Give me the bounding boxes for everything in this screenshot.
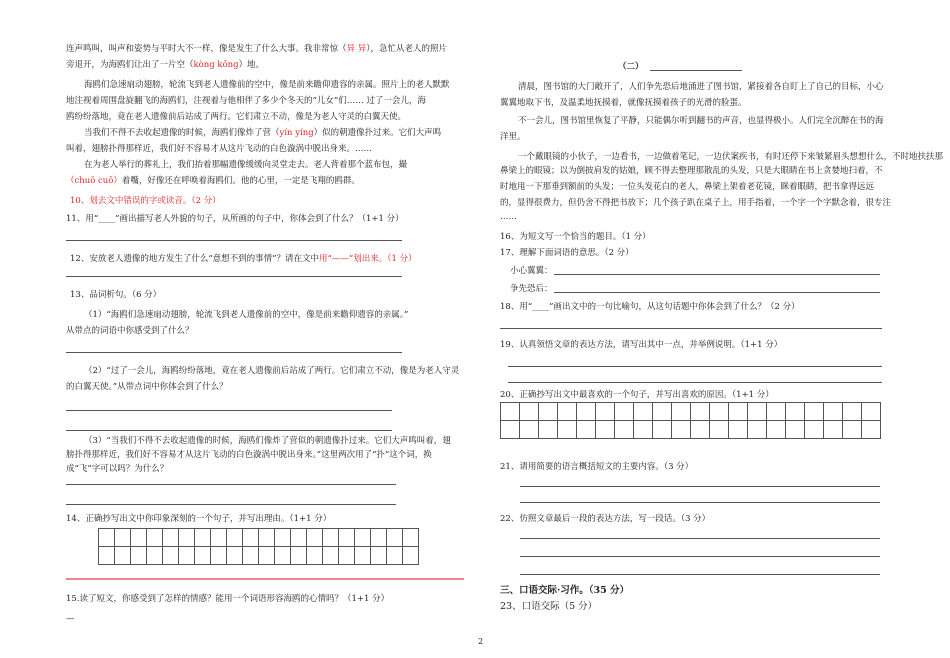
- term-label: 争先恐后：: [510, 284, 553, 294]
- answer-line[interactable]: [520, 502, 880, 503]
- question-17: 17、理解下面词语的意思。（2 分）: [500, 248, 634, 258]
- answer-line[interactable]: [554, 274, 880, 275]
- passage-text: 着嘴，好像还在呼唤着海鸥们。他的心里，一定是飞翔的鸥群。: [121, 176, 360, 186]
- answer-line[interactable]: [520, 574, 880, 575]
- answer-line[interactable]: [520, 538, 880, 539]
- passage-line: 洋里。: [500, 132, 526, 142]
- passage-line: 时地甩一下那垂到额前的头发；一位头发花白的老人，鼻梁上架着老花镜，眯着眼睛，把书拿得远远: [500, 182, 875, 192]
- passage-line: [66, 176, 360, 186]
- marked-option: 异 异: [346, 44, 367, 54]
- question-20: 20、正确抄写出文中最喜欢的一个句子，并写出喜欢的原因。（1+1 分）: [500, 390, 774, 400]
- question-14: 14、正确抄写出文中你印象深刻的一个句子，并写出理由。（1+1 分）: [66, 514, 332, 524]
- passage-text: ）似的朝遗像扑过来。它们大声鸣: [313, 128, 442, 138]
- answer-line[interactable]: [66, 276, 402, 277]
- page-number: 2: [478, 637, 484, 646]
- passage-line: 一个戴眼镜的小伙子，一边看书，一边做着笔记，一边伏案疾书，有时还停下来皱紧眉头想想什么，不时地扶扶那: [518, 152, 944, 162]
- section-divider: [66, 578, 464, 580]
- question-text: 12、安放老人遗像的地方发生了什么“意想不到的事情”？请在文中: [70, 254, 320, 264]
- answer-line[interactable]: [520, 556, 880, 557]
- answer-line[interactable]: [508, 382, 882, 383]
- question-13: 13、品词析句。（6 分）: [70, 290, 162, 300]
- marked-option: yín yíng: [279, 128, 314, 138]
- question-18: 18、用“____”画出文中的一句比喻句，从这句话题中你体会到了什么？（2 分）: [500, 302, 800, 312]
- writing-grid[interactable]: [500, 402, 881, 439]
- question-19: 19、认真领悟文章的表达方法，请写出其中一点，并举例说明。（1+1 分）: [500, 340, 783, 350]
- passage-line: 翼翼地取下书，及温柔地抚摸着，就像抚摸着孩子的光滑的脸蛋。: [500, 98, 747, 108]
- question-15: 15.读了短文，你感受到了怎样的情感？能用一个词语形容海鸥的心情吗？（1+1 分）: [66, 594, 390, 604]
- passage-line: 的，显得很费力，但仍舍不得把书放下；几个孩子趴在桌子上，用手指着，一个字一个字默念着，很专注: [500, 198, 892, 208]
- passage-text: 旁退开，为海鸥们让出了一片空（: [66, 60, 194, 70]
- term-label: 小心翼翼：: [510, 266, 553, 276]
- question-13-1-prompt: 从带点的词语中你感受到了什么？: [66, 326, 194, 336]
- passage-line: 叫着，翅膀扑得那样近，我们好不容易才从这片飞动的白色漩涡中脱出身来。……: [66, 144, 373, 154]
- writing-grid[interactable]: [98, 528, 419, 565]
- passage-line: 地注视着周围盘旋翻飞的海鸥们，注视着与他相伴了多少个冬天的“儿女”们…… 过了一会儿，海: [66, 96, 426, 106]
- passage-line: [66, 60, 264, 70]
- question-16: 16、为短文写一个恰当的题目。（1 分）: [500, 232, 651, 242]
- passage-line: 鸥纷纷落地，竟在老人遗像前后站成了两行。它们肃立不动，像是为老人守灵的白翼天使。: [66, 112, 407, 122]
- question-13-3-prompt: 成“飞”字可以吗？为什么？: [66, 464, 169, 474]
- section-title: （二）: [618, 62, 644, 72]
- marked-option: （chuō cuō）: [66, 176, 122, 186]
- question-13-2-prompt: 的白翼天使。”从带点词中你体会到了什么？: [66, 382, 228, 392]
- passage-line: 鼻梁上的眼镜；以为倒披肩发的姑娘，顾不得去整理那散乱的头发，只是大眼睛在书上贪婪地扫着，不: [500, 166, 883, 176]
- question-21: 21、请用简要的语言概括短文的主要内容。（3 分）: [500, 462, 694, 472]
- question-13-1: （1）“海鸥们急速扇动翅膀，轮流飞到老人遗像前的空中，像是前来瞻仰遗容的亲属。”: [84, 310, 409, 320]
- question-13-3-line2: 膀扑得那样近，我们好不容易才从这片飞动的白色漩涡中脱出身来。”这里两次用了“扑”这个词，换: [66, 450, 432, 460]
- question-12: [70, 254, 417, 264]
- passage-line: 在为老人举行的葬礼上，我们抬着那幅遗像缓缓向灵堂走去。老人背着那个蓝布包，撮: [84, 160, 408, 170]
- answer-line[interactable]: [508, 366, 882, 367]
- answer-line[interactable]: [554, 292, 880, 293]
- answer-line[interactable]: [520, 486, 880, 487]
- question-10: 10、划去文中错误的字或读音。（2 分）: [70, 196, 221, 206]
- passage-line: [66, 44, 447, 54]
- passage-line: 清晨，图书馆的大门敞开了，人们争先恐后地涌进了图书馆，紧接着各自盯上了自己的目标，小心: [518, 82, 884, 92]
- passage-line: [84, 128, 441, 138]
- passage-text: ）地。: [238, 60, 265, 70]
- title-blank[interactable]: [650, 70, 742, 71]
- question-11: 11、用“____”画出描写老人外貌的句子，从所画的句子中，你体会到了什么？（1+1 分）: [66, 214, 404, 224]
- passage-text: 连声鸣叫，叫声和姿势与平时大不一样，像是发生了什么大事。我非常惊（: [66, 44, 347, 54]
- question-23: 23、口语交际（5 分）: [500, 601, 598, 612]
- answer-line[interactable]: [66, 240, 402, 241]
- question-highlight: 用“——”划出来。（1 分）: [319, 254, 417, 264]
- answer-line[interactable]: [66, 352, 402, 353]
- question-13-3: （3）“当我们不得不去收起遗像的时候，海鸥们像炸了营似的朝遗像扑过来。它们大声鸣叫着，翅: [84, 436, 451, 446]
- passage-text: ），急忙从老人的照片: [366, 44, 447, 54]
- passage-text: 当我们不得不去收起遗像的时候，海鸥们像炸了营（: [84, 128, 280, 138]
- marked-option: kòng kōng: [193, 60, 239, 70]
- passage-line: 海鸥们急速扇动翅膀，轮流飞到老人遗像前的空中，像是前来瞻仰遗容的亲属。照片上的老人默默: [84, 80, 450, 90]
- section-heading: 三、口语交际·习作。（35 分）: [500, 585, 630, 596]
- answer-line[interactable]: [66, 430, 392, 431]
- passage-line: ……: [500, 212, 517, 222]
- answer-line[interactable]: [500, 328, 882, 329]
- answer-line[interactable]: [66, 410, 392, 411]
- question-13-2: （2）“过了一会儿，海鸥纷纷落地，竟在老人遗像前后站成了两行。它们肃立不动，像是为老人守灵: [84, 366, 460, 376]
- answer-line[interactable]: [66, 504, 396, 505]
- passage-line: 不一会儿，图书馆里恢复了平静，只能偶尔听到翻书的声音，也显得极小。人们完全沉醉在书的海: [518, 116, 884, 126]
- answer-line[interactable]: [66, 484, 396, 485]
- dash-mark: —: [66, 614, 75, 624]
- question-22: 22、仿照文章最后一段的表达方法，写一段话。（3 分）: [500, 514, 711, 524]
